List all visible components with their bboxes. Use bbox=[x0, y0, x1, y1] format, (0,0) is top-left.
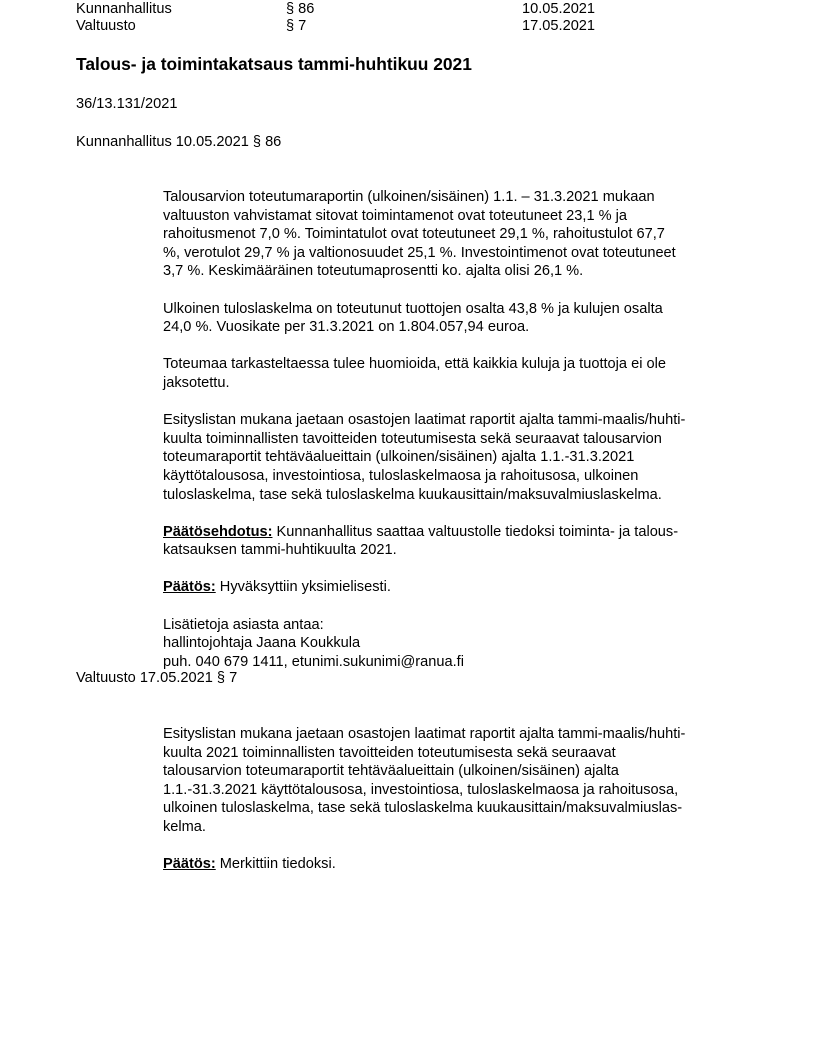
decision-text: Merkittiin tiedoksi. bbox=[215, 856, 336, 873]
text-line: ulkoinen tuloslaskelma, tase sekä tuloslaskelma kuukausittain/maksuvalmiuslas- bbox=[163, 800, 683, 817]
paragraph bbox=[163, 725, 743, 837]
text-line: 24,0 %. Vuosikate per 31.3.2021 on 1.804.057,94 euroa. bbox=[163, 319, 530, 336]
council-heading: Valtuusto 17.05.2021 § 7 bbox=[76, 670, 238, 686]
decision-paragraph bbox=[163, 855, 743, 874]
text-line: kelma. bbox=[163, 818, 206, 835]
text-line: %, verotulot 29,7 % ja valtionosuudet 25,1 %. Investointimenot ovat toteutuneet bbox=[163, 244, 676, 261]
board-heading: Kunnanhallitus 10.05.2021 § 86 bbox=[76, 134, 282, 150]
decision-text: Hyväksyttiin yksimielisesti. bbox=[215, 579, 391, 596]
meeting-section: § 7 bbox=[286, 18, 307, 34]
council-body bbox=[163, 725, 743, 874]
text-line: Talousarvion toteutumaraportin (ulkoinen/sisäinen) 1.1. – 31.3.2021 mukaan bbox=[163, 189, 655, 205]
decision-label: Päätös: bbox=[163, 856, 216, 873]
paragraph bbox=[163, 355, 743, 392]
text-line: jaksotettu. bbox=[163, 374, 230, 391]
decision-label: Päätös: bbox=[163, 579, 216, 596]
meeting-row-council bbox=[76, 17, 776, 35]
paragraph bbox=[163, 411, 743, 504]
board-body bbox=[163, 188, 743, 671]
meeting-section: § 86 bbox=[286, 1, 315, 17]
contact-phone-email: puh. 040 679 1411, etunimi.sukunimi@ranua.fi bbox=[163, 653, 464, 670]
text-line: 3,7 %. Keskimääräinen toteutumaprosentti ko. ajalta olisi 26,1 %. bbox=[163, 263, 584, 280]
text-line: Ulkoinen tuloslaskelma on toteutunut tuottojen osalta 43,8 % ja kulujen osalta bbox=[163, 300, 663, 317]
meeting-body: Valtuusto bbox=[76, 18, 136, 34]
text-line: kuulta 2021 toiminnallisten tavoitteiden toteutumisesta sekä seuraavat bbox=[163, 744, 616, 761]
paragraph bbox=[163, 188, 743, 281]
text-line: tuloslaskelma, tase sekä tuloslaskelma kuukausittain/maksuvalmiuslaskelma. bbox=[163, 486, 662, 503]
contact-person: hallintojohtaja Jaana Koukkula bbox=[163, 635, 361, 652]
meeting-date: 10.05.2021 bbox=[522, 1, 596, 17]
proposal-paragraph bbox=[163, 523, 743, 560]
meeting-body: Kunnanhallitus bbox=[76, 1, 172, 17]
text-line: käyttötalousosa, investointiosa, tuloslaskelmaosa ja rahoitusosa, ulkoinen bbox=[163, 467, 639, 484]
contact-intro: Lisätietoja asiasta antaa: bbox=[163, 616, 324, 633]
text-line: 1.1.-31.3.2021 käyttötalousosa, investointiosa, tuloslaskelmaosa ja rahoitusosa, bbox=[163, 781, 679, 798]
proposal-label: Päätösehdotus: bbox=[163, 523, 273, 540]
paragraph bbox=[163, 300, 743, 337]
text-line: katsauksen tammi-huhtikuulta 2021. bbox=[163, 542, 397, 559]
decision-paragraph bbox=[163, 578, 743, 597]
meeting-date: 17.05.2021 bbox=[522, 18, 596, 34]
meeting-row-board bbox=[76, 0, 776, 18]
contact-info bbox=[163, 616, 743, 672]
text-line: Esityslistan mukana jaetaan osastojen laatimat raportit ajalta tammi-maalis/huhti- bbox=[163, 412, 686, 429]
text-line: Esityslistan mukana jaetaan osastojen laatimat raportit ajalta tammi-maalis/huhti- bbox=[163, 726, 686, 742]
text-line: Kunnanhallitus saattaa valtuustolle tiedoksi toiminta- ja talous- bbox=[272, 523, 679, 540]
text-line: toteumaraportit tehtäväalueittain (ulkoinen/sisäinen) ajalta 1.1.-31.3.2021 bbox=[163, 449, 635, 466]
page-title: Talous- ja toimintakatsaus tammi-huhtikuu 2021 bbox=[76, 54, 472, 74]
text-line: valtuuston vahvistamat sitovat toimintamenot ovat toteutuneet 23,1 % ja bbox=[163, 207, 628, 224]
text-line: rahoitusmenot 7,0 %. Toimintatulot ovat toteutuneet 29,1 %, rahoitustulot 67,7 bbox=[163, 226, 665, 243]
text-line: kuulta toiminnallisten tavoitteiden toteutumisesta sekä seuraavat talousarvion bbox=[163, 430, 662, 447]
text-line: Toteumaa tarkasteltaessa tulee huomioida, että kaikkia kuluja ja tuottoja ei ole bbox=[163, 356, 666, 373]
case-number: 36/13.131/2021 bbox=[76, 96, 178, 112]
text-line: talousarvion toteumaraportit tehtäväalueittain (ulkoinen/sisäinen) ajalta bbox=[163, 763, 619, 780]
